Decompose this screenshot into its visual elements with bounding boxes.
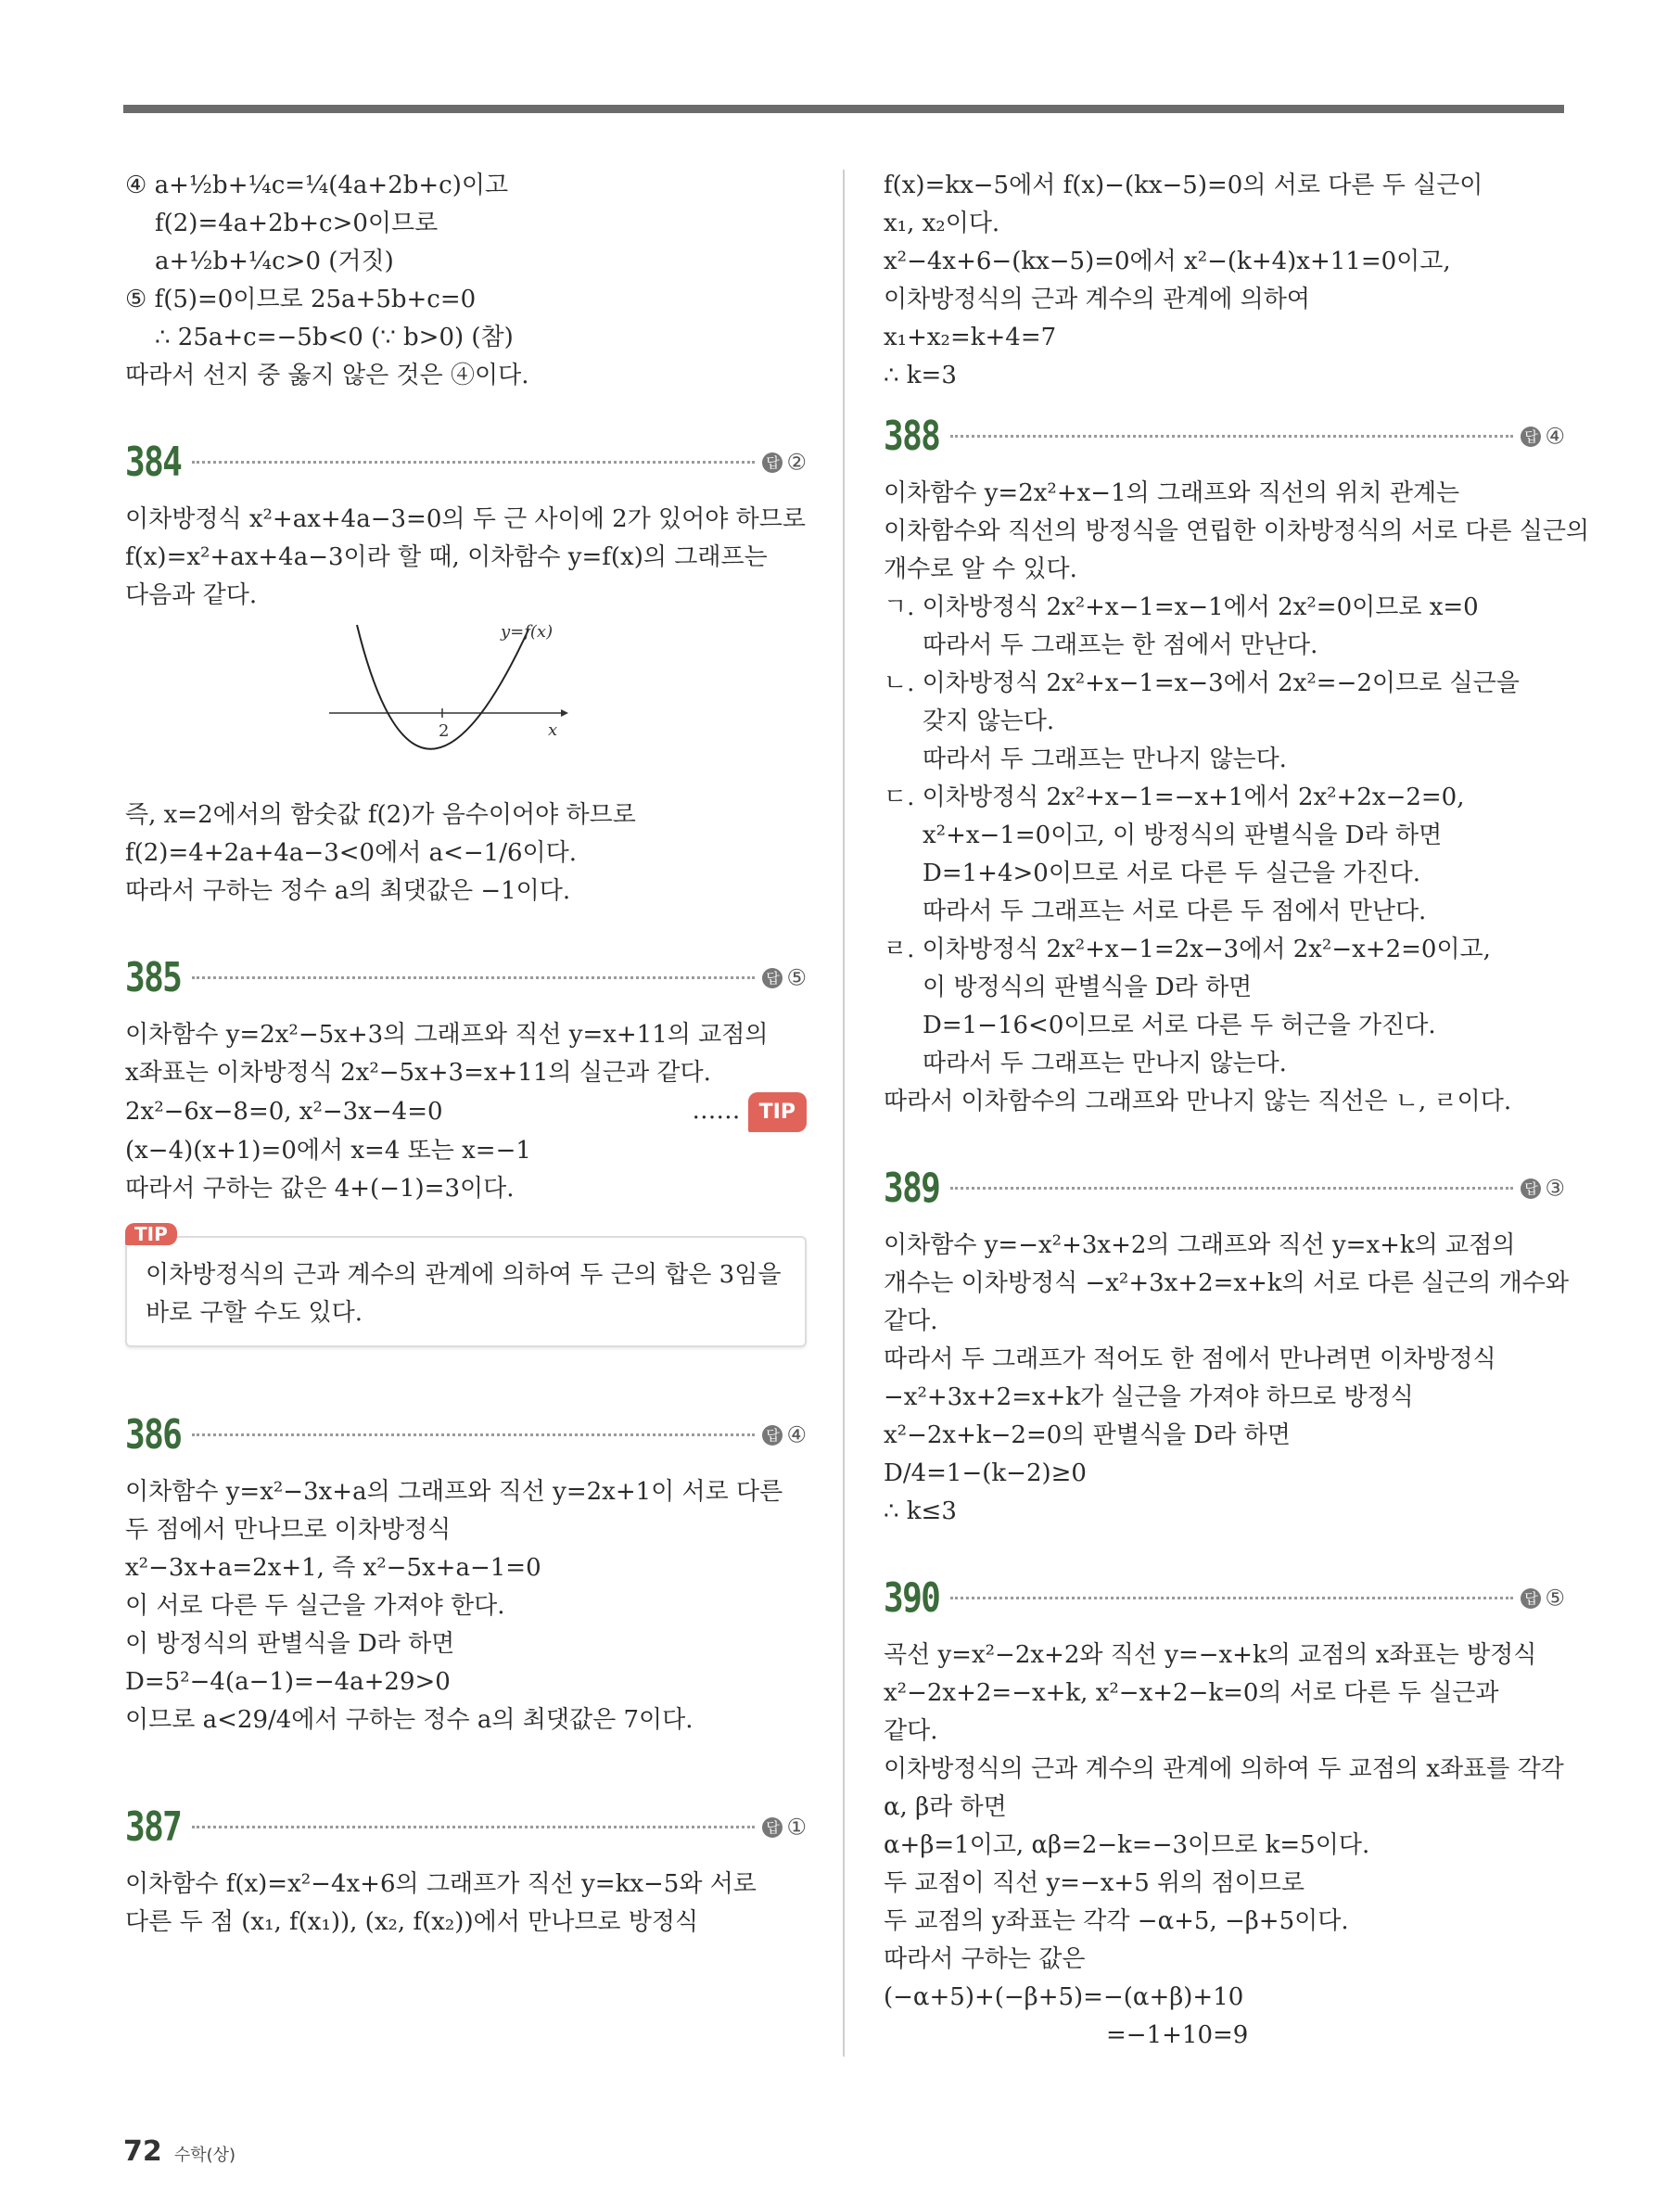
answer-badge-icon: 답 bbox=[1521, 427, 1541, 447]
text-line: D/4=1−(k−2)≥0 bbox=[884, 1459, 1087, 1487]
problem-number: 389 bbox=[884, 1164, 940, 1212]
text-line: 이차방정식의 근과 계수의 관계에 의하여 bbox=[884, 286, 1311, 313]
problem-header-385 bbox=[125, 946, 807, 1009]
text-line: =−1+10=9 bbox=[1106, 2021, 1249, 2049]
answer-badge-icon: 답 bbox=[1521, 1588, 1541, 1609]
text-line: x²−3x+a=2x+1, 즉 x²−5x+a−1=0 bbox=[125, 1554, 541, 1582]
answer-badge-icon: 답 bbox=[762, 968, 783, 988]
dotted-leader bbox=[192, 461, 755, 464]
text-line: 이차함수와 직선의 방정식을 연립한 이차방정식의 서로 다른 실근의 bbox=[884, 517, 1590, 545]
text-line: 이차함수 y=x²−3x+a의 그래프와 직선 y=2x+1이 서로 다른 bbox=[125, 1478, 783, 1506]
answer-mark: 답 ④ bbox=[762, 1420, 807, 1448]
x-axis-label: x bbox=[548, 720, 558, 740]
tip-badge: TIP bbox=[748, 1092, 807, 1132]
text-line: ㄴ. 이차방정식 2x²+x−1=x−3에서 2x²=−2이므로 실근을 bbox=[884, 669, 1520, 697]
text-line: x좌표는 이차방정식 2x²−5x+3=x+11의 실근과 같다. bbox=[125, 1059, 711, 1087]
text-line: x₁+x₂=k+4=7 bbox=[884, 324, 1057, 351]
text-line: 개수로 알 수 있다. bbox=[884, 555, 1077, 583]
text-line: 즉, x=2에서의 함숫값 f(2)가 음수이어야 하므로 bbox=[125, 801, 636, 829]
text-line: f(x)=x²+ax+4a−3이라 할 때, 이차함수 y=f(x)의 그래프는 bbox=[125, 543, 768, 571]
text-line: 개수는 이차방정식 −x²+3x+2=x+k의 서로 다른 실근의 개수와 bbox=[884, 1269, 1569, 1297]
problem-number: 384 bbox=[125, 438, 182, 486]
curve-label: y=f(x) bbox=[501, 622, 554, 642]
dotted-leader bbox=[950, 1187, 1513, 1190]
intro-block bbox=[884, 167, 1565, 395]
text-line: x₁, x₂이다. bbox=[884, 210, 1000, 237]
text-line: D=1+4>0이므로 서로 다른 두 실근을 가진다. bbox=[923, 860, 1421, 887]
text-line: 따라서 구하는 정수 a의 최댓값은 −1이다. bbox=[125, 877, 571, 905]
text-line: 이므로 a<29/4에서 구하는 정수 a의 최댓값은 7이다. bbox=[125, 1706, 694, 1734]
dotted-leader bbox=[192, 1433, 755, 1436]
text-line: 곡선 y=x²−2x+2와 직선 y=−x+k의 교점의 x좌표는 방정식 bbox=[884, 1641, 1537, 1669]
answer-badge-icon: 답 bbox=[762, 1817, 783, 1838]
tip-dots: …… bbox=[692, 1097, 741, 1125]
text-line: 이 방정식의 판별식을 D라 하면 bbox=[923, 974, 1253, 1001]
text-line: 따라서 두 그래프는 만나지 않는다. bbox=[923, 1050, 1287, 1077]
dotted-leader bbox=[950, 1597, 1513, 1599]
text-line: 이차함수 y=2x²−5x+3의 그래프와 직선 y=x+11의 교점의 bbox=[125, 1021, 769, 1049]
intro-block bbox=[125, 167, 807, 395]
text-line: f(x)=kx−5에서 f(x)−(kx−5)=0의 서로 다른 두 실근이 bbox=[884, 172, 1483, 199]
text-line: 이차함수 f(x)=x²−4x+6의 그래프가 직선 y=kx−5와 서로 bbox=[125, 1870, 757, 1898]
text-line: 따라서 이차함수의 그래프와 만나지 않는 직선은 ㄴ, ㄹ이다. bbox=[884, 1088, 1512, 1115]
text-line: 따라서 두 그래프는 서로 다른 두 점에서 만난다. bbox=[923, 898, 1427, 925]
column-divider bbox=[843, 170, 845, 2057]
header-rule bbox=[123, 105, 1564, 113]
problem-number: 388 bbox=[884, 412, 940, 460]
parabola-graph bbox=[329, 620, 807, 791]
text-line: ∴ k≤3 bbox=[884, 1497, 957, 1525]
text-line: 이 서로 다른 두 실근을 가져야 한다. bbox=[125, 1592, 505, 1620]
text-line: x²+x−1=0이고, 이 방정식의 판별식을 D라 하면 bbox=[923, 822, 1443, 849]
text-line: 따라서 구하는 값은 4+(−1)=3이다. bbox=[125, 1175, 515, 1203]
text-line: ∴ 25a+c=−5b<0 (∵ b>0) (참) bbox=[155, 324, 514, 351]
text-line: −x²+3x+2=x+k가 실근을 가져야 하므로 방정식 bbox=[884, 1383, 1414, 1411]
problem-header-390 bbox=[884, 1566, 1565, 1629]
text-line: 이차방정식의 근과 계수의 관계에 의하여 두 교점의 x좌표를 각각 bbox=[884, 1755, 1564, 1783]
text-line: 다른 두 점 (x₁, f(x₁)), (x₂, f(x₂))에서 만나므로 방정식 bbox=[125, 1908, 699, 1936]
text-line: 이차함수 y=−x²+3x+2의 그래프와 직선 y=x+k의 교점의 bbox=[884, 1231, 1516, 1259]
answer-mark: 답 ⑤ bbox=[762, 963, 807, 991]
text-line: ㄷ. 이차방정식 2x²+x−1=−x+1에서 2x²+2x−2=0, bbox=[884, 783, 1465, 811]
dotted-leader bbox=[192, 976, 755, 979]
text-line: ㄹ. 이차방정식 2x²+x−1=2x−3에서 2x²−x+2=0이고, bbox=[884, 936, 1491, 963]
text-line-with-tip: 2x²−6x−8=0, x²−3x−4=0 …… TIP bbox=[125, 1092, 807, 1132]
text-line: α, β라 하면 bbox=[884, 1793, 1007, 1821]
text-line: 다음과 같다. bbox=[125, 581, 258, 609]
problem-header-384 bbox=[125, 430, 807, 493]
problem-number: 385 bbox=[125, 953, 182, 1001]
answer-badge-icon: 답 bbox=[762, 1425, 783, 1446]
text-line: 따라서 두 그래프는 한 점에서 만난다. bbox=[923, 631, 1318, 659]
answer-mark: 답 ⑤ bbox=[1521, 1584, 1565, 1611]
text-line: 갖지 않는다. bbox=[923, 707, 1055, 735]
problem-header-388 bbox=[884, 404, 1565, 467]
text-line: 이차방정식 x²+ax+4a−3=0의 두 근 사이에 2가 있어야 하므로 bbox=[125, 505, 807, 533]
text-line: x²−2x+2=−x+k, x²−x+2−k=0의 서로 다른 두 실근과 bbox=[884, 1679, 1499, 1707]
text-line: 같다. bbox=[884, 1307, 938, 1335]
tip-box-label: TIP bbox=[125, 1223, 177, 1245]
text-line: (x−4)(x+1)=0에서 x=4 또는 x=−1 bbox=[125, 1137, 531, 1165]
problem-header-387 bbox=[125, 1795, 807, 1858]
text-line: ∴ k=3 bbox=[884, 362, 957, 389]
text-line: 이차방정식의 근과 계수의 관계에 의하여 두 근의 합은 3임을 bbox=[146, 1261, 782, 1289]
tick-label: 2 bbox=[439, 721, 450, 741]
answer-mark: 답 ② bbox=[762, 448, 807, 476]
problem-header-386 bbox=[125, 1403, 807, 1466]
text-line: x²−4x+6−(kx−5)=0에서 x²−(k+4)x+11=0이고, bbox=[884, 248, 1451, 275]
text-line: D=5²−4(a−1)=−4a+29>0 bbox=[125, 1668, 451, 1696]
text-line: ㄱ. 이차방정식 2x²+x−1=x−1에서 2x²=0이므로 x=0 bbox=[884, 593, 1479, 621]
text-line: 따라서 선지 중 옳지 않은 것은 ④이다. bbox=[125, 362, 529, 389]
text-line: 이차함수 y=2x²+x−1의 그래프와 직선의 위치 관계는 bbox=[884, 479, 1460, 507]
text-line: 두 교점이 직선 y=−x+5 위의 점이므로 bbox=[884, 1869, 1305, 1897]
tip-box bbox=[125, 1223, 807, 1347]
dotted-leader bbox=[950, 435, 1513, 438]
page-footer bbox=[123, 2135, 235, 2168]
right-column bbox=[884, 167, 1590, 2055]
text-line: ⑤ f(5)=0이므로 25a+5b+c=0 bbox=[125, 286, 477, 313]
dotted-leader bbox=[192, 1826, 755, 1828]
text-line: 따라서 두 그래프가 적어도 한 점에서 만나려면 이차방정식 bbox=[884, 1345, 1496, 1373]
problem-number: 386 bbox=[125, 1410, 182, 1459]
text-line: ④ a+½b+¼c=¼(4a+2b+c)이고 bbox=[125, 172, 509, 199]
text-line: 같다. bbox=[884, 1717, 938, 1745]
page-number: 72 bbox=[123, 2135, 162, 2168]
text-line: (−α+5)+(−β+5)=−(α+β)+10 bbox=[884, 1983, 1244, 2011]
text-line: 따라서 구하는 값은 bbox=[884, 1945, 1086, 1973]
text-line: α+β=1이고, αβ=2−k=−3이므로 k=5이다. bbox=[884, 1831, 1370, 1859]
text-line: D=1−16<0이므로 서로 다른 두 허근을 가진다. bbox=[923, 1012, 1436, 1039]
answer-mark: 답 ③ bbox=[1521, 1174, 1565, 1202]
problem-number: 387 bbox=[125, 1802, 182, 1851]
text-line: 두 점에서 만나므로 이차방정식 bbox=[125, 1516, 452, 1544]
text-line: f(2)=4a+2b+c>0이므로 bbox=[155, 210, 439, 237]
answer-badge-icon: 답 bbox=[1521, 1178, 1541, 1199]
text-line: 두 교점의 y좌표는 각각 −α+5, −β+5이다. bbox=[884, 1907, 1349, 1935]
answer-mark: 답 ④ bbox=[1521, 422, 1565, 450]
left-column bbox=[125, 167, 807, 1942]
problem-header-389 bbox=[884, 1156, 1565, 1219]
answer-badge-icon: 답 bbox=[762, 452, 783, 473]
text-line: 이 방정식의 판별식을 D라 하면 bbox=[125, 1630, 455, 1658]
text-line: 바로 구할 수도 있다. bbox=[146, 1299, 363, 1327]
book-title: 수학(상) bbox=[173, 2146, 236, 2165]
text-line: f(2)=4+2a+4a−3<0에서 a<−1/6이다. bbox=[125, 839, 577, 867]
text-line: x²−2x+k−2=0의 판별식을 D라 하면 bbox=[884, 1421, 1291, 1449]
text-line: a+½b+¼c>0 (거짓) bbox=[155, 248, 394, 275]
text-line: 따라서 두 그래프는 만나지 않는다. bbox=[923, 745, 1287, 773]
problem-number: 390 bbox=[884, 1573, 940, 1622]
answer-mark: 답 ① bbox=[762, 1813, 807, 1841]
